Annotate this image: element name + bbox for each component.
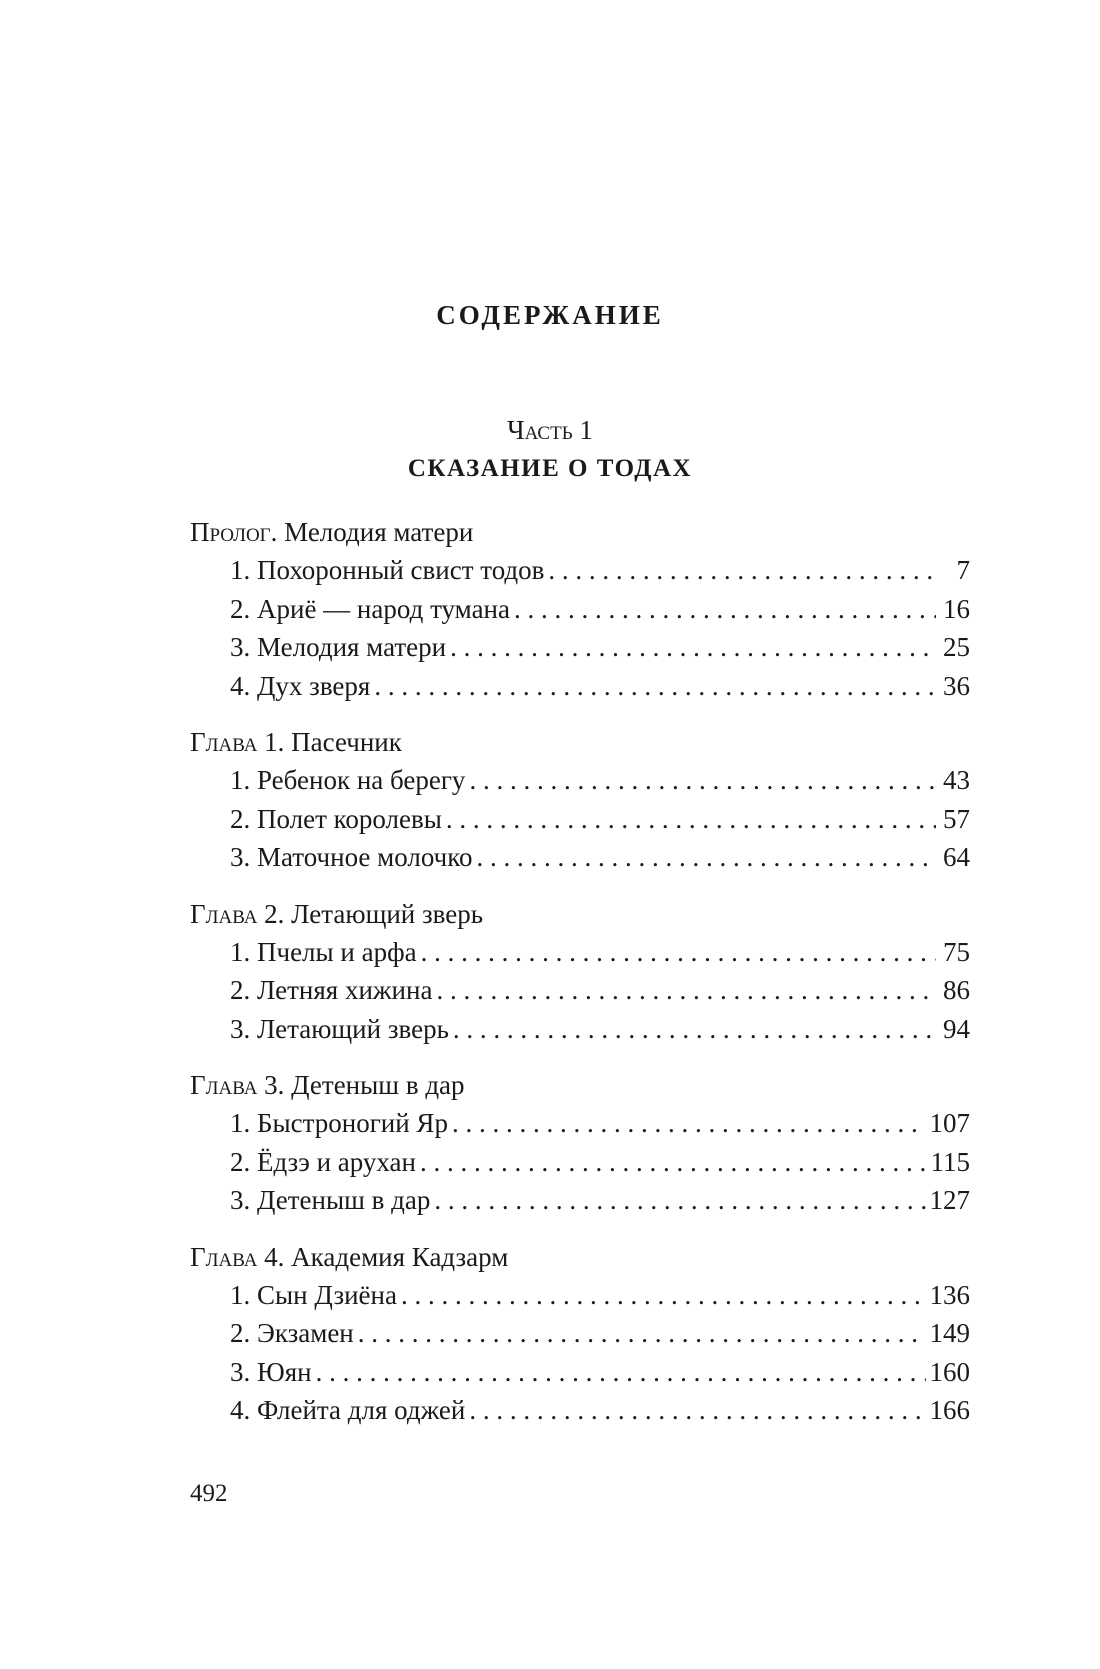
entry-page-number: 149: [929, 1318, 970, 1348]
dot-leader: [374, 667, 936, 706]
entry-page-number: 64: [943, 842, 970, 872]
page-number: 492: [190, 1480, 228, 1507]
entry-page-number: 7: [956, 555, 970, 585]
dot-leader: [421, 933, 936, 972]
section-heading-text: 3. Детеныш в дар: [257, 1070, 465, 1100]
toc-entry[interactable]: [190, 838, 970, 877]
entry-title: 3. Мелодия матери: [230, 632, 447, 662]
entry-title: 2. Ариё — народ тумана: [230, 593, 510, 624]
dot-leader: [450, 628, 936, 667]
section-heading: [190, 723, 970, 761]
entry-title: 2. Летняя хижина: [230, 975, 433, 1005]
toc-entry[interactable]: [190, 933, 970, 972]
section-heading: [190, 1238, 970, 1276]
dot-leader: [469, 1391, 925, 1430]
entry-page-number: 166: [929, 1395, 970, 1425]
entry-title: 1. Быстроногий Яр: [230, 1108, 448, 1138]
entry-title: 2. Ёдзэ и арухан: [230, 1146, 416, 1177]
entry-title: 2. Экзамен: [230, 1318, 354, 1348]
dot-leader: [446, 800, 936, 839]
toc-section-chapter-3: [190, 1066, 970, 1220]
entry-page-number: 94: [943, 1013, 970, 1044]
entry-page-number: 75: [943, 936, 970, 967]
dot-leader: [436, 971, 936, 1010]
section-prefix: Глава: [190, 1070, 258, 1100]
toc-entry[interactable]: [190, 971, 970, 1010]
toc-entry[interactable]: [190, 1276, 970, 1315]
toc-entry[interactable]: [190, 761, 970, 800]
toc-entry[interactable]: [190, 1181, 970, 1220]
entry-title: 2. Полет королевы: [230, 803, 442, 834]
dot-leader: [548, 551, 936, 590]
toc-title: СОДЕРЖАНИЕ: [436, 300, 664, 330]
toc-entry[interactable]: [190, 551, 970, 590]
entry-page-number: 25: [943, 632, 970, 662]
toc-section-chapter-1: [190, 723, 970, 877]
toc-entry[interactable]: [190, 628, 970, 667]
entry-page-number: 115: [930, 1146, 970, 1177]
entry-title: 1. Пчелы и арфа: [230, 936, 417, 967]
dot-leader: [453, 1010, 936, 1049]
entry-page-number: 16: [943, 593, 970, 624]
section-prefix: Пролог: [190, 517, 271, 547]
entry-page-number: 160: [929, 1356, 970, 1387]
entry-title: 1. Сын Дзиёна: [230, 1279, 397, 1310]
entry-title: 3. Юян: [230, 1356, 312, 1387]
toc-section-prologue: [190, 513, 970, 705]
toc-section-chapter-4: [190, 1238, 970, 1430]
entry-title: 3. Летающий зверь: [230, 1013, 449, 1044]
dot-leader: [452, 1104, 926, 1143]
toc-entry[interactable]: [190, 1314, 970, 1353]
dot-leader: [316, 1353, 926, 1392]
dot-leader: [469, 761, 936, 800]
entry-title: 1. Ребенок на берегу: [230, 765, 466, 795]
toc-list: [190, 513, 970, 1448]
dot-leader: [358, 1314, 926, 1353]
entry-page-number: 43: [943, 765, 970, 795]
toc-entry[interactable]: [190, 1010, 970, 1049]
entry-page-number: 127: [929, 1185, 970, 1215]
entry-title: 3. Маточное молочко: [230, 842, 473, 872]
section-prefix: Глава: [190, 898, 258, 929]
section-prefix: Глава: [190, 1241, 258, 1272]
entry-title: 1. Похоронный свист тодов: [230, 555, 545, 585]
dot-leader: [476, 838, 936, 877]
section-heading-text: 2. Летающий зверь: [257, 898, 484, 929]
entry-page-number: 136: [929, 1279, 970, 1310]
toc-entry[interactable]: [190, 590, 970, 629]
dot-leader: [434, 1181, 925, 1220]
entry-page-number: 107: [929, 1108, 970, 1138]
entry-title: 4. Флейта для оджей: [230, 1395, 466, 1425]
dot-leader: [514, 590, 936, 629]
entry-title: 4. Дух зверя: [230, 670, 371, 701]
toc-entry[interactable]: [190, 1143, 970, 1182]
toc-entry[interactable]: [190, 800, 970, 839]
toc-entry[interactable]: [190, 667, 970, 706]
part-title: СКАЗАНИЕ О ТОДАХ: [407, 455, 693, 482]
section-heading-text: 1. Пасечник: [257, 727, 402, 757]
toc-entry[interactable]: [190, 1353, 970, 1392]
entry-page-number: 86: [943, 975, 970, 1005]
entry-page-number: 57: [943, 803, 970, 834]
section-heading-text: 4. Академия Кадзарм: [257, 1241, 509, 1272]
section-heading: [190, 1066, 970, 1104]
dot-leader: [401, 1276, 926, 1315]
entry-page-number: 36: [943, 670, 970, 701]
section-prefix: Глава: [190, 727, 258, 757]
entry-title: 3. Детеныш в дар: [230, 1185, 431, 1215]
dot-leader: [420, 1143, 927, 1182]
section-heading: [190, 895, 970, 933]
toc-section-chapter-2: [190, 895, 970, 1049]
toc-entry[interactable]: [190, 1104, 970, 1143]
section-heading-text: . Мелодия матери: [270, 517, 474, 547]
part-label: Часть 1: [507, 415, 593, 445]
toc-entry[interactable]: [190, 1391, 970, 1430]
section-heading: [190, 513, 970, 551]
